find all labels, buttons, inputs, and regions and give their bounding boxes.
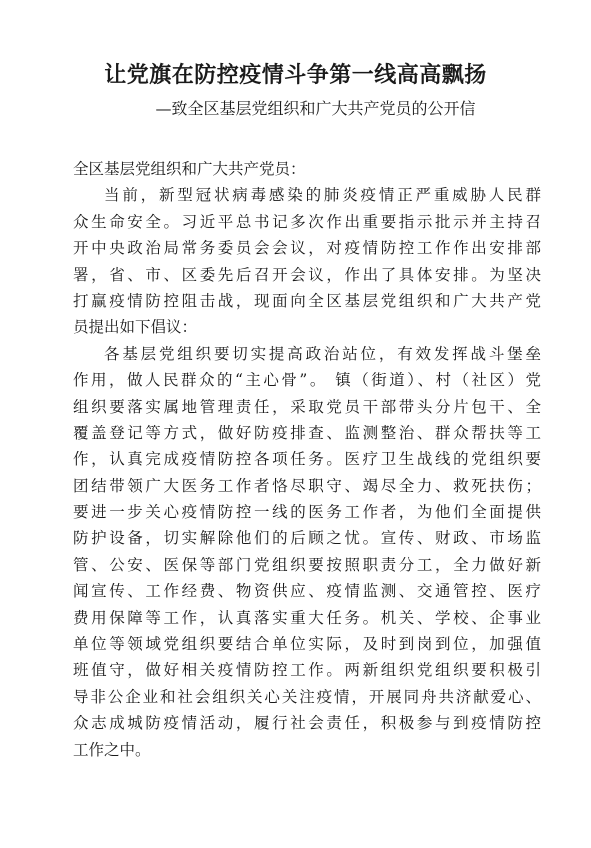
paragraph-line: 众生命安全。习近平总书记多次作出重要指示批示并主持召 bbox=[73, 212, 541, 231]
paragraph-line: 作，认真完成疫情防控各项任务。医疗卫生战线的党组织要 bbox=[73, 450, 541, 469]
paragraph-line: 要进一步关心疫情防控一线的医务工作者，为他们全面提供 bbox=[73, 503, 541, 522]
paragraph-line: 团结带领广大医务工作者恪尽职守、竭尽全力、救死扶伤； bbox=[73, 476, 541, 495]
paragraph-line: 署，省、市、区委先后召开会议，作出了具体安排。为坚决 bbox=[73, 265, 541, 284]
paragraph-line: 众志成城防疫情活动，履行社会责任，积极参与到疫情防控 bbox=[73, 714, 541, 733]
paragraph-line: 组织要落实属地管理责任，采取党员干部带头分片包干、全 bbox=[73, 397, 541, 416]
paragraph-line: 覆盖登记等方式，做好防疫排查、监测整治、群众帮扶等工 bbox=[73, 423, 541, 442]
paragraph-line: 防护设备，切实解除他们的后顾之忧。宣传、财政、市场监 bbox=[73, 529, 541, 548]
document-subtitle: —致全区基层党组织和广大共产党员的公开信 bbox=[155, 99, 476, 118]
paragraph-1 bbox=[73, 182, 541, 340]
paragraph-line: 作用，做人民群众的“主心骨”。 镇（街道）、村（社区）党 bbox=[73, 371, 541, 390]
paragraph-line: 费用保障等工作，认真落实重大任务。机关、学校、企事业 bbox=[73, 608, 541, 627]
paragraph-line: 各基层党组织要切实提高政治站位，有效发挥战斗堡垒 bbox=[104, 344, 541, 363]
paragraph-line: 闻宣传、工作经费、物资供应、疫情监测、交通管控、医疗 bbox=[73, 582, 541, 601]
paragraph-line: 导非公企业和社会组织关心关注疫情，开展同舟共济献爱心、 bbox=[73, 687, 541, 706]
paragraph-2 bbox=[73, 341, 541, 763]
paragraph-line: 管、公安、医保等部门党组织要按照职责分工，全力做好新 bbox=[73, 555, 541, 574]
paragraph-line: 员提出如下倡议： bbox=[73, 318, 198, 337]
paragraph-line: 班值守，做好相关疫情防控工作。两新组织党组织要积极引 bbox=[73, 661, 541, 680]
paragraph-line: 开中央政治局常务委员会会议，对疫情防控工作作出安排部 bbox=[73, 239, 541, 258]
paragraph-line: 打赢疫情防控阻击战，现面向全区基层党组织和广大共产党 bbox=[73, 291, 541, 310]
paragraph-line: 当前，新型冠状病毒感染的肺炎疫情正严重威胁人民群 bbox=[104, 186, 541, 205]
paragraph-line: 工作之中。 bbox=[73, 740, 151, 759]
document-body bbox=[73, 156, 541, 763]
salutation: 全区基层党组织和广大共产党员： bbox=[73, 160, 306, 178]
document-title: 让党旗在防控疫情斗争第一线高高飘扬 bbox=[104, 62, 487, 88]
paragraph-line: 单位等领域党组织要结合单位实际，及时到岗到位，加强值 bbox=[73, 635, 541, 654]
